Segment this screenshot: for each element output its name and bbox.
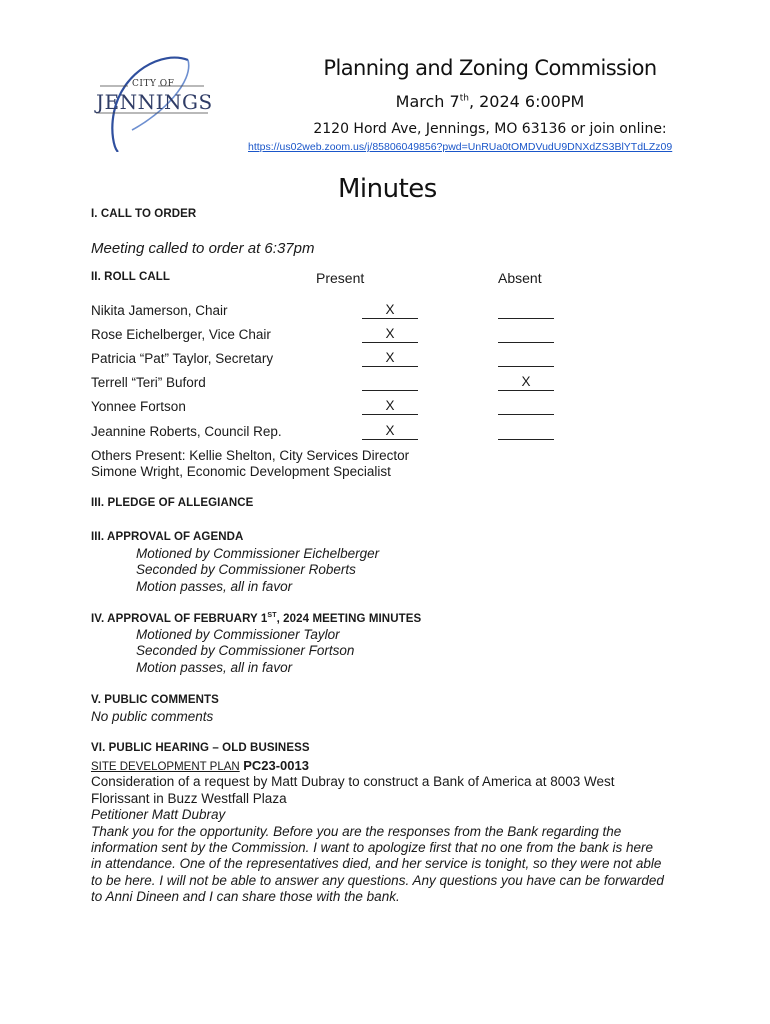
consideration-line-1: Consideration of a request by Matt Dubray to construct a Bank of America at 8003 West [91, 774, 615, 789]
absent-mark [498, 399, 554, 415]
agenda-motion: Motioned by Commissioner Eichelberger [136, 546, 380, 561]
city-logo [92, 52, 217, 152]
site-plan-line [91, 758, 309, 773]
statement-line: to Anni Dineen and I can share those with the bank. [91, 889, 400, 904]
roll-call-member-name: Rose Eichelberger, Vice Chair [91, 327, 271, 342]
old-business-heading: VI. PUBLIC HEARING – OLD BUSINESS [91, 742, 310, 754]
roll-call-member-name: Jeannine Roberts, Council Rep. [91, 424, 282, 439]
header-title: Planning and Zoning Commission [323, 56, 657, 80]
present-mark: X [362, 351, 418, 367]
agenda-heading: III. APPROVAL OF AGENDA [91, 531, 244, 543]
roll-call-heading: II. ROLL CALL [91, 271, 171, 283]
minutes-approval-heading [91, 612, 421, 625]
petitioner-name: Petitioner Matt Dubray [91, 807, 226, 822]
public-comments-text: No public comments [91, 709, 214, 724]
consideration-line-2: Florissant in Buzz Westfall Plaza [91, 791, 287, 806]
present-mark [362, 375, 418, 391]
site-plan-number: PC23-0013 [243, 758, 309, 773]
present-mark: X [362, 424, 418, 440]
roll-call-member-name: Patricia “Pat” Taylor, Secretary [91, 351, 274, 366]
present-mark: X [362, 399, 418, 415]
header-date-prefix: March 7 [395, 92, 460, 111]
present-column-header: Present [316, 270, 365, 286]
minutes-heading-sup: ST [267, 612, 277, 619]
agenda-second: Seconded by Commissioner Roberts [136, 562, 356, 577]
doc-title: Minutes [338, 174, 437, 204]
minutes-heading-prefix: IV. APPROVAL OF FEBRUARY 1 [91, 612, 268, 625]
absent-mark [498, 424, 554, 440]
header-date [300, 92, 680, 111]
logo-top-text: CITY OF [132, 79, 175, 89]
minutes-motion: Motioned by Commissioner Taylor [136, 627, 340, 642]
statement-line: information sent by the Commission. I want to apologize first that no one from the bank is here [91, 840, 654, 855]
logo-name: JENNINGS [96, 90, 213, 114]
minutes-heading-suffix: , 2024 MEETING MINUTES [276, 612, 422, 625]
zoom-meeting-link[interactable]: https://us02web.zoom.us/j/85806049856?pwd=UnRUa0tOMDVudU9DNXdZS3BlYTdLZz09 [248, 141, 673, 153]
roll-call-member-name: Nikita Jamerson, Chair [91, 303, 228, 318]
absent-mark: X [498, 375, 554, 391]
absent-mark [498, 327, 554, 343]
absent-mark [498, 303, 554, 319]
roll-call-member-name: Terrell “Teri” Buford [91, 375, 206, 390]
roll-call-member-name: Yonnee Fortson [91, 399, 186, 414]
site-plan-label: SITE DEVELOPMENT PLAN [91, 761, 240, 773]
present-mark: X [362, 327, 418, 343]
public-comments-heading: V. PUBLIC COMMENTS [91, 694, 219, 706]
header-date-suffix: , 2024 6:00PM [468, 92, 585, 111]
statement-line: to be here. I will not be able to answer any questions. Any questions you have can be forwarded [91, 873, 664, 888]
agenda-result: Motion passes, all in favor [136, 579, 293, 594]
header-date-sup: th [459, 93, 469, 104]
absent-mark [498, 351, 554, 367]
pledge-heading: III. PLEDGE OF ALLEGIANCE [91, 497, 254, 509]
call-to-order-heading: I. CALL TO ORDER [91, 208, 197, 220]
absent-column-header: Absent [498, 270, 542, 286]
others-present-line-2: Simone Wright, Economic Development Specialist [91, 464, 391, 479]
minutes-second: Seconded by Commissioner Fortson [136, 643, 355, 658]
minutes-result: Motion passes, all in favor [136, 660, 293, 675]
present-mark: X [362, 303, 418, 319]
statement-line: Thank you for the opportunity. Before you are the responses from the Bank regarding the [91, 824, 622, 839]
call-to-order-text: Meeting called to order at 6:37pm [91, 240, 315, 257]
others-present-line-1: Others Present: Kellie Shelton, City Services Director [91, 448, 410, 463]
statement-line: in attendance. One of the representatives died, and her service is tonight, so they were not able [91, 856, 662, 871]
header-address: 2120 Hord Ave, Jennings, MO 63136 or join online: [313, 121, 667, 137]
